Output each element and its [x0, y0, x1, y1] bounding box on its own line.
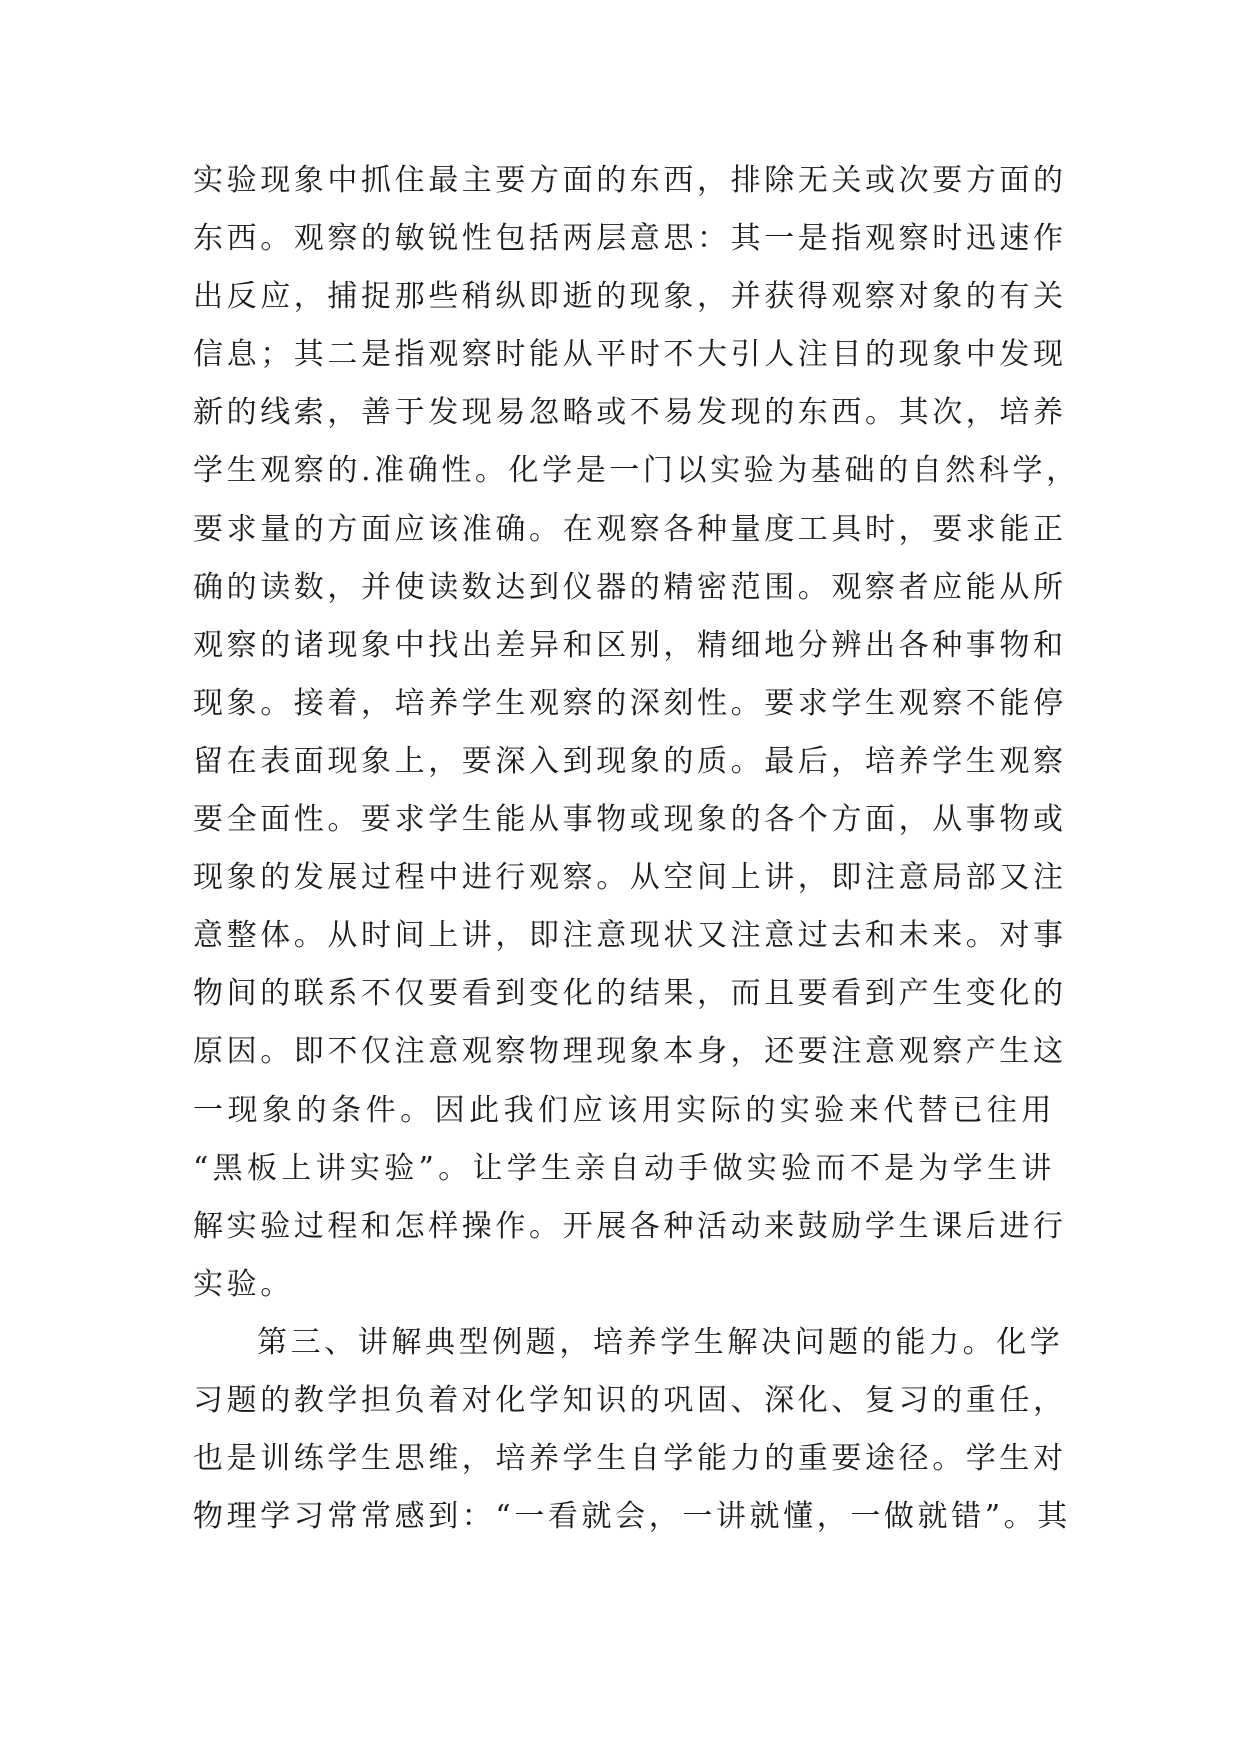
text-line: 物间的联系不仅要看到变化的结果，而且要看到产生变化的 [193, 976, 1067, 1012]
text-line: 实验。 [193, 1266, 294, 1302]
text-line: 现象的发展过程中进行观察。从空间上讲，即注意局部又注 [193, 860, 1067, 896]
text-line: 原因。即不仅注意观察物理现象本身，还要注意观察产生这 [193, 1034, 1067, 1070]
text-line: 一现象的条件。因此我们应该用实际的实验来代替已往用 [193, 1092, 1055, 1128]
text-line: 确的读数，并使读数达到仪器的精密范围。观察者应能从所 [193, 569, 1067, 605]
text-line: 要全面性。要求学生能从事物或现象的各个方面，从事物或 [193, 802, 1067, 838]
text-line: 物理学习常常感到：“一看就会，一讲就懂，一做就错”。其 [193, 1499, 1071, 1535]
text-line: 新的线索，善于发现易忽略或不易发现的东西。其次，培养 [193, 395, 1067, 431]
body-text [193, 152, 1080, 1546]
text-line: 习题的教学担负着对化学知识的巩固、深化、复习的重任， [193, 1382, 1067, 1418]
text-line: 信息；其二是指观察时能从平时不大引人注目的现象中发现 [193, 337, 1067, 373]
text-line: 留在表面现象上，要深入到现象的质。最后，培养学生观察 [193, 743, 1067, 779]
text-line: 出反应，捕捉那些稍纵即逝的现象，并获得观察对象的有关 [193, 279, 1067, 315]
text-line: 东西。观察的敏锐性包括两层意思：其一是指观察时迅速作 [193, 221, 1067, 257]
text-line: 解实验过程和怎样操作。开展各种活动来鼓励学生课后进行 [193, 1208, 1067, 1244]
text-line: 观察的诸现象中找出差异和区别，精细地分辨出各种事物和 [193, 627, 1067, 663]
text-line: 实验现象中抓住最主要方面的东西，排除无关或次要方面的 [193, 163, 1067, 198]
paragraph-start-line: 第三、讲解典型例题，培养学生解决问题的能力。化学 [257, 1324, 1064, 1360]
text-line: 要求量的方面应该准确。在观察各种量度工具时，要求能正 [193, 511, 1067, 547]
text-line: 学生观察的.准确性。化学是一门以实验为基础的自然科学， [193, 453, 1080, 489]
text-line: 也是训练学生思维，培养学生自学能力的重要途径。学生对 [193, 1441, 1067, 1477]
text-line: 现象。接着，培养学生观察的深刻性。要求学生观察不能停 [193, 685, 1067, 721]
text-line: “黑板上讲实验”。让学生亲自动手做实验而不是为学生讲 [193, 1150, 1055, 1186]
text-line: 意整体。从时间上讲，即注意现状又注意过去和未来。对事 [193, 918, 1067, 954]
